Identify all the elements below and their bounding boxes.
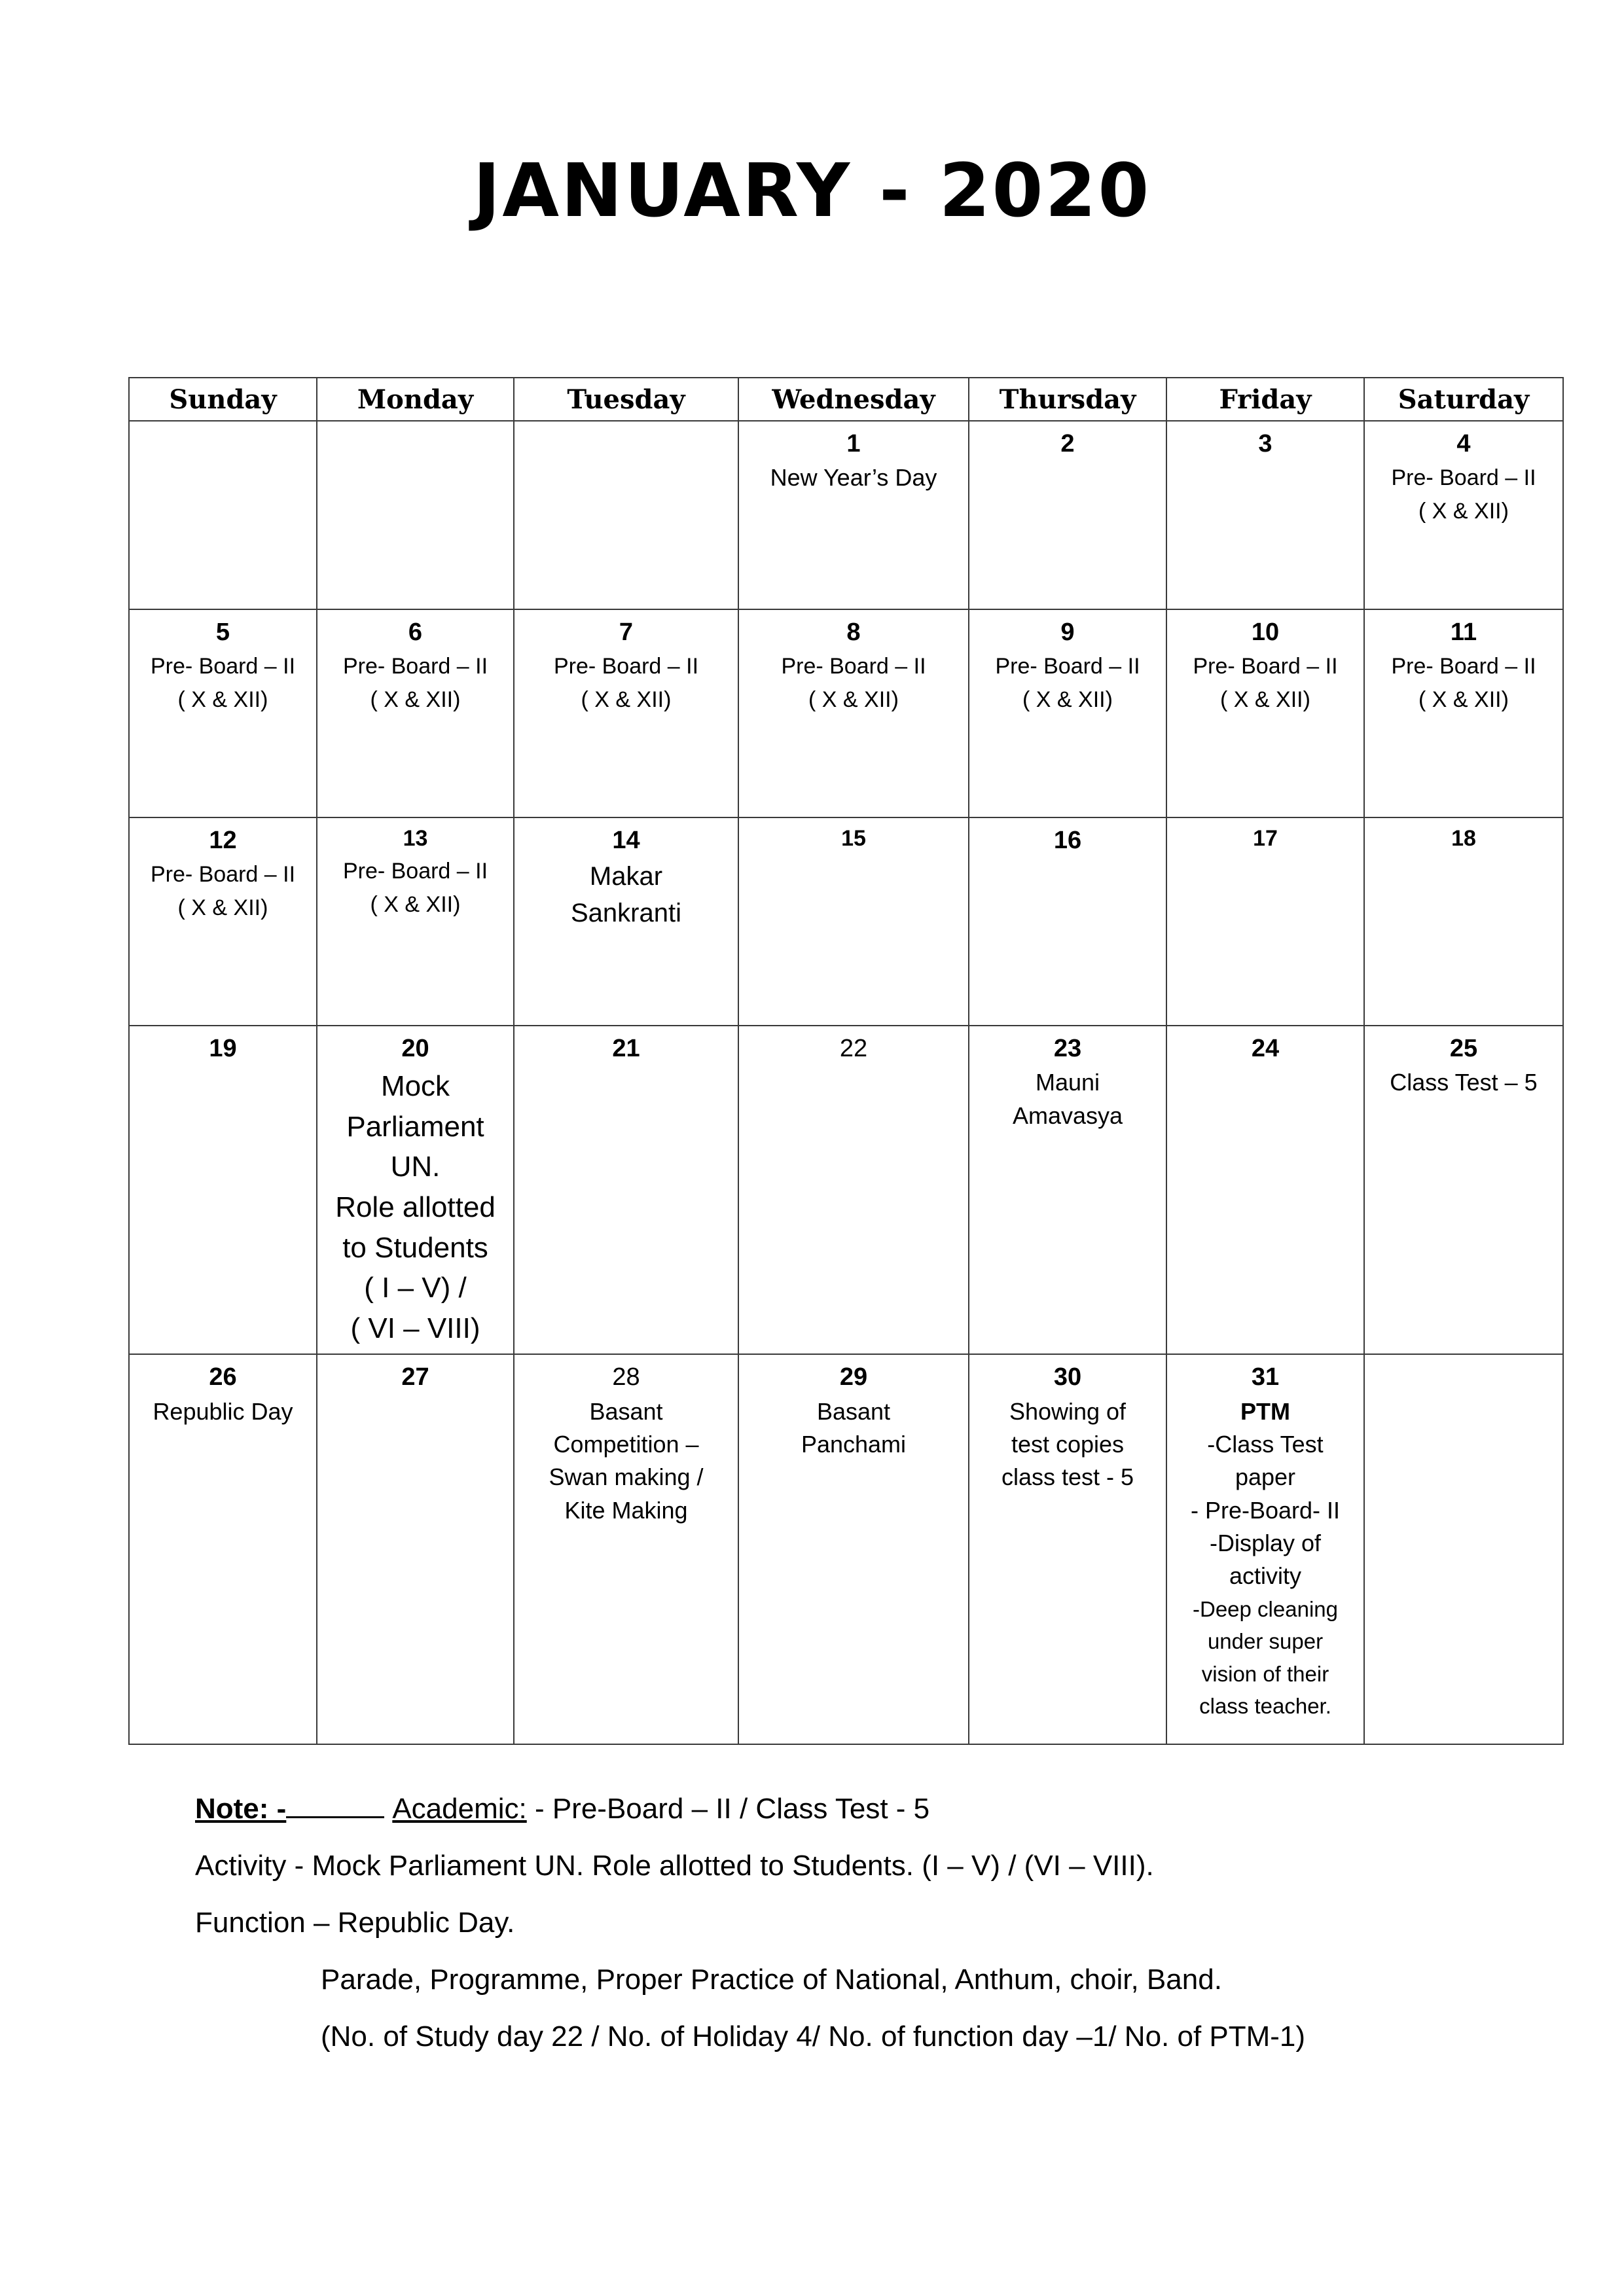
day-number: 15 [841, 826, 866, 851]
day-cell-15 [738, 817, 969, 1026]
day-number: 9 [1060, 619, 1075, 646]
calendar-table [128, 377, 1564, 1745]
day-event: ( X & XII) [1022, 687, 1113, 713]
day-event: Panchami [801, 1430, 907, 1458]
day-cell-11 [1364, 609, 1563, 817]
day-number: 3 [1258, 430, 1272, 457]
day-event: Sankranti [571, 899, 681, 928]
day-event: Parliament [346, 1110, 484, 1143]
day-number: 7 [619, 619, 634, 646]
week-row-1 [129, 421, 1563, 609]
academic-label: Academic: [392, 1793, 527, 1825]
note-label: Note: - [195, 1793, 287, 1825]
day-cell-23 [969, 1026, 1166, 1354]
weekday-friday: Friday [1166, 378, 1364, 421]
day-cell-19 [129, 1026, 317, 1354]
weekday-wednesday: Wednesday [738, 378, 969, 421]
day-number: 16 [1053, 827, 1082, 854]
day-cell-5 [129, 609, 317, 817]
day-event: Mock [380, 1070, 450, 1103]
weekday-saturday: Saturday [1364, 378, 1563, 421]
day-number: 6 [408, 619, 423, 646]
day-number: 13 [403, 826, 428, 851]
day-event: ( I – V) / [364, 1272, 467, 1304]
day-cell-9 [969, 609, 1166, 817]
day-event: Role allotted [335, 1191, 496, 1223]
day-number: 22 [839, 1035, 868, 1062]
day-number: 10 [1251, 619, 1280, 646]
day-event: Makar [589, 862, 663, 891]
day-event: ( X & XII) [370, 687, 461, 713]
day-event: activity [1229, 1562, 1302, 1590]
day-event: -Class Test [1207, 1430, 1324, 1458]
day-event: Swan making / [549, 1463, 704, 1491]
weekday-tuesday: Tuesday [514, 378, 738, 421]
day-number: 12 [209, 827, 237, 854]
day-cell-26 [129, 1354, 317, 1744]
note-function-line: Function – Republic Day. [195, 1907, 515, 1939]
day-cell-18 [1364, 817, 1563, 1026]
day-event: Pre- Board – II [553, 654, 699, 679]
calendar-title: JANUARY - 2020 [473, 149, 1151, 234]
day-number: 11 [1450, 619, 1477, 646]
day-event-small: under super [1207, 1629, 1324, 1654]
day-number: 17 [1253, 826, 1278, 851]
week-row-2 [129, 609, 1563, 817]
day-cell-17 [1166, 817, 1364, 1026]
day-event: Pre- Board – II [150, 654, 296, 679]
day-number: 2 [1060, 430, 1075, 457]
day-event: Mauni [1035, 1069, 1100, 1096]
day-cell-8 [738, 609, 969, 817]
week-row-4 [129, 1026, 1563, 1354]
day-number: 29 [839, 1363, 868, 1391]
note-summary-line: (No. of Study day 22 / No. of Holiday 4/ No. of function day –1/ No. of PTM-1) [321, 2020, 1306, 2053]
day-cell-12 [129, 817, 317, 1026]
day-number: 26 [209, 1363, 237, 1391]
day-event: paper [1235, 1463, 1296, 1491]
empty-day-cell [129, 421, 317, 609]
day-event: Pre- Board – II [995, 654, 1140, 679]
day-cell-22 [738, 1026, 969, 1354]
day-cell-13 [317, 817, 514, 1026]
weekday-thursday: Thursday [969, 378, 1166, 421]
day-event: ( VI – VIII) [350, 1312, 480, 1344]
day-event: Pre- Board – II [781, 654, 926, 679]
day-number: 14 [612, 827, 640, 854]
day-event: - Pre-Board- II [1190, 1496, 1341, 1524]
ptm-label: PTM [1240, 1397, 1290, 1425]
weekday-monday: Monday [317, 378, 514, 421]
day-number: 25 [1449, 1035, 1478, 1062]
day-number: 4 [1456, 430, 1471, 457]
day-number: 24 [1251, 1035, 1280, 1062]
week-row-3 [129, 817, 1563, 1026]
day-event: ( X & XII) [1220, 687, 1310, 713]
empty-day-cell [514, 421, 738, 609]
day-event: Pre- Board – II [1391, 465, 1536, 491]
day-event: Amavasya [1012, 1102, 1123, 1129]
day-event: New Year’s Day [770, 464, 937, 492]
day-event-small: vision of their [1201, 1661, 1329, 1686]
day-cell-27 [317, 1354, 514, 1744]
day-number: 21 [612, 1035, 640, 1062]
note-activity-line: Activity - Mock Parliament UN. Role allotted to Students. (I – V) / (VI – VIII). [195, 1850, 1154, 1882]
day-cell-16 [969, 817, 1166, 1026]
day-event: Republic Day [153, 1397, 293, 1425]
day-cell-24 [1166, 1026, 1364, 1354]
day-event: ( X & XII) [808, 687, 899, 713]
empty-day-cell [1364, 1354, 1563, 1744]
day-event: Pre- Board – II [150, 862, 296, 888]
weekday-sunday: Sunday [129, 378, 317, 421]
day-event: ( X & XII) [177, 687, 268, 713]
day-number: 27 [401, 1363, 429, 1391]
day-cell-28 [514, 1354, 738, 1744]
day-number: 31 [1251, 1363, 1280, 1391]
day-event: Pre- Board – II [1193, 654, 1338, 679]
day-cell-1 [738, 421, 969, 609]
day-event: Class Test – 5 [1390, 1069, 1538, 1096]
weekday-header-row [129, 378, 1563, 421]
day-cell-7 [514, 609, 738, 817]
day-number: 8 [846, 619, 861, 646]
day-cell-25 [1364, 1026, 1563, 1354]
day-cell-30 [969, 1354, 1166, 1744]
day-cell-2 [969, 421, 1166, 609]
week-row-5 [129, 1354, 1563, 1744]
day-event-small: -Deep cleaning [1193, 1596, 1338, 1621]
day-cell-14 [514, 817, 738, 1026]
day-number: 20 [401, 1035, 429, 1062]
day-event: Pre- Board – II [342, 654, 488, 679]
day-number: 1 [846, 430, 861, 457]
note-blank-line [286, 1791, 384, 1818]
day-event: UN. [390, 1151, 441, 1183]
day-event: ( X & XII) [1418, 499, 1509, 524]
note-academic-line [195, 1780, 1504, 1837]
day-event: to Students [342, 1231, 488, 1264]
day-event: Basant [816, 1397, 891, 1425]
day-event: Pre- Board – II [342, 858, 488, 884]
day-event: ( X & XII) [581, 687, 672, 713]
day-number: 5 [215, 619, 230, 646]
day-number: 28 [612, 1363, 640, 1391]
day-cell-29 [738, 1354, 969, 1744]
day-event: Showing of [1009, 1397, 1127, 1425]
day-cell-4 [1364, 421, 1563, 609]
academic-text: - Pre-Board – II / Class Test - 5 [526, 1793, 930, 1825]
day-number: 19 [209, 1035, 237, 1062]
day-event: Pre- Board – II [1391, 654, 1536, 679]
day-cell-10 [1166, 609, 1364, 817]
day-cell-6 [317, 609, 514, 817]
note-parade-line: Parade, Programme, Proper Practice of National, Anthum, choir, Band. [321, 1964, 1222, 1996]
day-event: -Display of [1209, 1530, 1322, 1557]
day-cell-21 [514, 1026, 738, 1354]
empty-day-cell [317, 421, 514, 609]
day-event: class test - 5 [1001, 1463, 1134, 1491]
notes-section [195, 1780, 1504, 2065]
day-event: Kite Making [564, 1496, 688, 1524]
day-event-small: class teacher. [1199, 1694, 1331, 1719]
day-cell-3 [1166, 421, 1364, 609]
day-cell-31 [1166, 1354, 1364, 1744]
day-event: Competition – [553, 1430, 699, 1458]
day-event: ( X & XII) [177, 895, 268, 921]
day-cell-20 [317, 1026, 514, 1354]
day-event: ( X & XII) [1418, 687, 1509, 713]
day-number: 30 [1053, 1363, 1082, 1391]
day-event: ( X & XII) [370, 891, 461, 917]
day-number: 18 [1451, 826, 1476, 851]
day-event: test copies [1011, 1430, 1125, 1458]
day-number: 23 [1053, 1035, 1082, 1062]
day-event: Basant [589, 1397, 663, 1425]
